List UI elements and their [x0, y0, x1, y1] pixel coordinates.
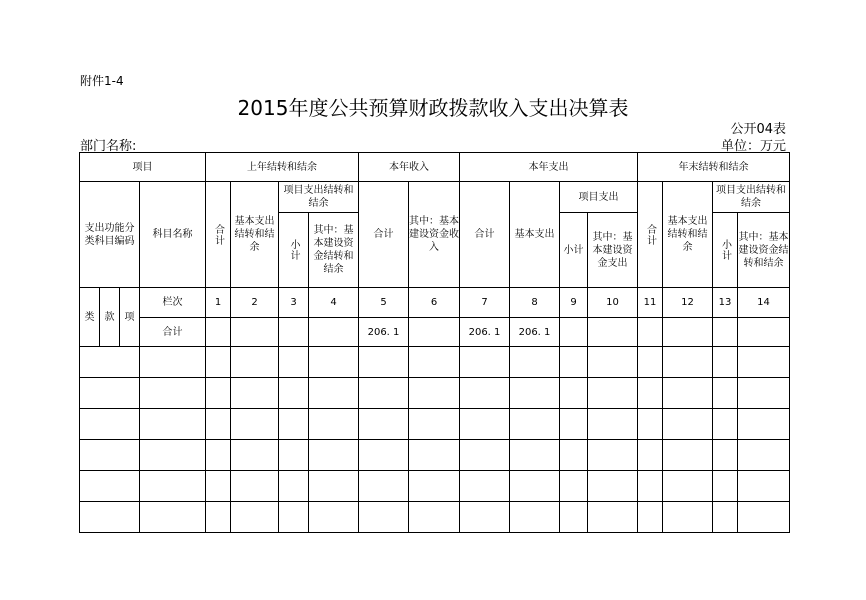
column-number: 8	[510, 288, 560, 318]
data-cell	[460, 378, 510, 409]
data-cell	[409, 378, 460, 409]
data-cell	[231, 347, 279, 378]
data-cell	[309, 347, 359, 378]
column-number: 5	[359, 288, 409, 318]
code-cell	[80, 409, 140, 440]
data-cell	[359, 440, 409, 471]
column-number: 14	[738, 288, 790, 318]
data-cell	[231, 471, 279, 502]
column-number: 12	[663, 288, 713, 318]
data-cell	[460, 502, 510, 533]
total-cell	[409, 318, 460, 347]
header-end-subtotal: 小计	[713, 213, 738, 288]
header-prev-total: 合计	[206, 182, 231, 288]
data-cell	[560, 471, 588, 502]
data-cell	[588, 502, 638, 533]
data-cell	[460, 440, 510, 471]
table-row	[80, 347, 790, 378]
header-name: 科目名称	[140, 182, 206, 288]
data-cell	[560, 378, 588, 409]
name-cell	[140, 502, 206, 533]
total-income: 206. 1	[359, 318, 409, 347]
data-cell	[510, 347, 560, 378]
header-income-total: 合计	[359, 182, 409, 288]
code-cell	[80, 347, 140, 378]
column-number: 4	[309, 288, 359, 318]
data-cell	[738, 502, 790, 533]
column-number: 1	[206, 288, 231, 318]
data-cell	[663, 502, 713, 533]
data-cell	[309, 471, 359, 502]
name-cell	[140, 471, 206, 502]
header-end-carryover: 年末结转和结余	[638, 153, 790, 182]
data-cell	[663, 378, 713, 409]
data-cell	[309, 378, 359, 409]
data-cell	[560, 409, 588, 440]
column-number: 11	[638, 288, 663, 318]
department-label: 部门名称:	[80, 139, 137, 154]
page-title: 2015年度公共预算财政拨款收入支出决算表	[237, 96, 629, 120]
data-cell	[231, 440, 279, 471]
header-item: 项目	[80, 153, 206, 182]
data-cell	[409, 440, 460, 471]
table-row	[80, 502, 790, 533]
header-income: 本年收入	[359, 153, 460, 182]
data-cell	[409, 409, 460, 440]
data-cell	[206, 502, 231, 533]
data-cell	[713, 471, 738, 502]
data-cell	[460, 347, 510, 378]
data-cell	[206, 409, 231, 440]
name-cell	[140, 409, 206, 440]
data-cell	[510, 502, 560, 533]
table-row	[80, 409, 790, 440]
header-income-capital: 其中：基本建设资金收入	[409, 182, 460, 288]
data-cell	[638, 347, 663, 378]
data-cell	[231, 502, 279, 533]
data-cell	[510, 378, 560, 409]
data-cell	[560, 502, 588, 533]
header-prev-project: 项目支出结转和结余	[279, 182, 359, 213]
name-cell	[140, 347, 206, 378]
data-cell	[231, 378, 279, 409]
data-cell	[309, 502, 359, 533]
header-expense-capital: 其中：基本建设资金支出	[588, 213, 638, 288]
total-cell	[588, 318, 638, 347]
header-end-total: 合计	[638, 182, 663, 288]
code-cell	[80, 440, 140, 471]
data-cell	[359, 409, 409, 440]
total-cell	[738, 318, 790, 347]
total-cell	[560, 318, 588, 347]
data-cell	[663, 409, 713, 440]
data-cell	[560, 440, 588, 471]
column-number: 7	[460, 288, 510, 318]
total-cell	[309, 318, 359, 347]
data-cell	[409, 347, 460, 378]
data-cell	[663, 471, 713, 502]
data-cell	[713, 502, 738, 533]
header-prev-carryover: 上年结转和结余	[206, 153, 359, 182]
data-cell	[409, 471, 460, 502]
data-cell	[231, 409, 279, 440]
column-index-row	[80, 288, 790, 318]
table-row	[80, 440, 790, 471]
data-cell	[460, 471, 510, 502]
data-cell	[738, 347, 790, 378]
header-expense-subtotal: 小计	[560, 213, 588, 288]
header-expense-project: 项目支出	[560, 182, 638, 213]
total-expense: 206. 1	[460, 318, 510, 347]
data-cell	[638, 409, 663, 440]
data-cell	[359, 378, 409, 409]
header-prev-capital: 其中：基本建设资金结转和结余	[309, 213, 359, 288]
total-cell	[663, 318, 713, 347]
data-cell	[588, 471, 638, 502]
header-row-2	[80, 182, 790, 213]
data-cell	[309, 409, 359, 440]
data-cell	[588, 409, 638, 440]
data-cell	[279, 502, 309, 533]
header-end-capital: 其中：基本建设资金结转和结余	[738, 213, 790, 288]
data-cell	[738, 471, 790, 502]
data-cell	[560, 347, 588, 378]
data-cell	[359, 347, 409, 378]
header-end-project: 项目支出结转和结余	[713, 182, 790, 213]
header-kuan: 款	[100, 288, 120, 347]
table-row	[80, 471, 790, 502]
data-cell	[510, 409, 560, 440]
column-number: 2	[231, 288, 279, 318]
data-cell	[738, 409, 790, 440]
code-cell	[80, 378, 140, 409]
data-cell	[588, 378, 638, 409]
header-prev-basic: 基本支出结转和结余	[231, 182, 279, 288]
header-row-1	[80, 153, 790, 182]
data-cell	[279, 378, 309, 409]
budget-table	[79, 152, 790, 533]
total-cell	[231, 318, 279, 347]
data-cell	[713, 378, 738, 409]
code-cell	[80, 502, 140, 533]
header-expense-basic: 基本支出	[510, 182, 560, 288]
column-number: 13	[713, 288, 738, 318]
data-cell	[663, 440, 713, 471]
unit-label: 单位：万元	[720, 139, 786, 154]
data-cell	[279, 471, 309, 502]
data-cell	[359, 502, 409, 533]
data-cell	[738, 440, 790, 471]
total-basic-expense: 206. 1	[510, 318, 560, 347]
data-cell	[713, 347, 738, 378]
data-cell	[510, 440, 560, 471]
data-cell	[460, 409, 510, 440]
data-cell	[663, 347, 713, 378]
table-row	[80, 378, 790, 409]
data-cell	[638, 378, 663, 409]
total-label: 合计	[140, 318, 206, 347]
data-cell	[713, 409, 738, 440]
code-cell	[80, 471, 140, 502]
header-xiang: 项	[120, 288, 140, 347]
data-cell	[638, 502, 663, 533]
data-cell	[588, 347, 638, 378]
data-cell	[588, 440, 638, 471]
header-expense-total: 合计	[460, 182, 510, 288]
attachment-label: 附件1-4	[80, 74, 124, 88]
data-cell	[713, 440, 738, 471]
header-end-basic: 基本支出结转和结余	[663, 182, 713, 288]
data-cell	[279, 409, 309, 440]
data-cell	[279, 347, 309, 378]
data-cell	[206, 440, 231, 471]
data-cell	[510, 471, 560, 502]
total-cell	[638, 318, 663, 347]
total-row	[80, 318, 790, 347]
data-cell	[359, 471, 409, 502]
column-number: 3	[279, 288, 309, 318]
data-cell	[638, 471, 663, 502]
data-cell	[309, 440, 359, 471]
header-lei: 类	[80, 288, 100, 347]
data-cell	[638, 440, 663, 471]
data-cell	[206, 471, 231, 502]
total-cell	[279, 318, 309, 347]
data-cell	[206, 378, 231, 409]
form-code: 公开04表	[730, 122, 786, 137]
data-cell	[206, 347, 231, 378]
data-cell	[409, 502, 460, 533]
header-expense: 本年支出	[460, 153, 638, 182]
column-number: 9	[560, 288, 588, 318]
total-cell	[206, 318, 231, 347]
name-cell	[140, 378, 206, 409]
data-cell	[738, 378, 790, 409]
data-cell	[279, 440, 309, 471]
column-number: 10	[588, 288, 638, 318]
name-cell	[140, 440, 206, 471]
column-number: 6	[409, 288, 460, 318]
total-cell	[713, 318, 738, 347]
header-code: 支出功能分类科目编码	[80, 182, 140, 288]
header-prev-subtotal: 小计	[279, 213, 309, 288]
column-index-label: 栏次	[140, 288, 206, 318]
